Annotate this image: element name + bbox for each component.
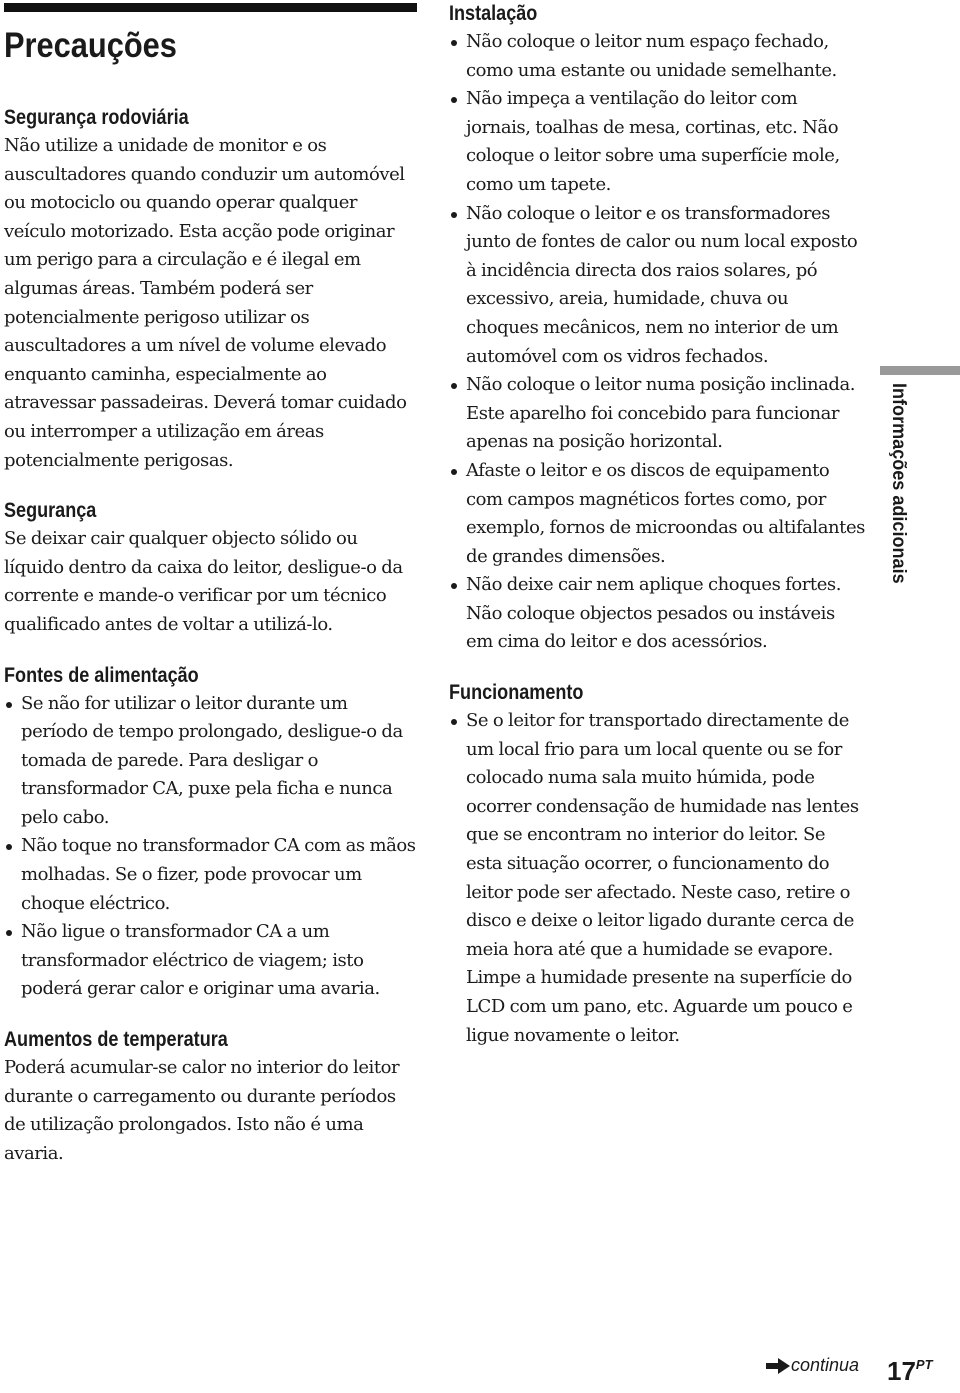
installation-heading: Instalação bbox=[449, 2, 538, 25]
list-item: Afaste o leitor e os discos de equipamento com campos magnéticos fortes como, por exemplo, fornos de microondas ou altifalantes de grandes dimensões. bbox=[449, 457, 865, 571]
list-item: Não coloque o leitor num espaço fechado, como uma estante ou unidade semelhante. bbox=[449, 28, 865, 85]
section-heat bbox=[4, 1026, 416, 1168]
page-title: Precauções bbox=[4, 26, 177, 65]
heat-text: Poderá acumular-se calor no interior do leitor durante o carregamento ou durante períodos de utilização prolongados. Isto não é uma avaria. bbox=[4, 1057, 400, 1164]
list-item: Não ligue o transformador CA a um transformador eléctrico de viagem; isto poderá gerar calor e originar uma avaria. bbox=[4, 918, 416, 1004]
side-tab bbox=[887, 383, 913, 584]
safety-text: Se deixar cair qualquer objecto sólido ou líquido dentro da caixa do leitor, desligue-o da corrente e mande-o verificar por um técnico qualificado antes de voltar a utilizá-lo. bbox=[4, 528, 403, 635]
right-column bbox=[449, 0, 865, 1050]
side-tab-label: Informações adicionais bbox=[888, 383, 909, 584]
installation-list bbox=[449, 28, 865, 657]
arrow-right-icon bbox=[766, 1358, 790, 1374]
section-operation bbox=[449, 679, 865, 1050]
power-heading: Fontes de alimentação bbox=[4, 663, 199, 687]
page-number bbox=[887, 1356, 933, 1387]
section-safety bbox=[4, 497, 416, 639]
list-item: Não toque no transformador CA com as mãos molhadas. Se o fizer, pode provocar um choque eléctrico. bbox=[4, 832, 416, 918]
list-item: Não deixe cair nem aplique choques fortes. Não coloque objectos pesados ou instáveis em cima do leitor e dos acessórios. bbox=[449, 571, 865, 657]
list-item: Não coloque o leitor numa posição inclinada. Este aparelho foi concebido para funcionar apenas na posição horizontal. bbox=[449, 371, 865, 457]
safety-heading: Segurança bbox=[4, 499, 97, 523]
list-item: Se não for utilizar o leitor durante um período de tempo prolongado, desligue-o da tomada de parede. Para desligar o transformador CA, puxe pela ficha e nunca pelo cabo. bbox=[4, 690, 416, 833]
section-power-sources bbox=[4, 662, 416, 1005]
continued-label: continua bbox=[791, 1355, 860, 1375]
list-item: Se o leitor for transportado directamente de um local frio para um local quente ou se for colocado numa sala muito húmida, pode ocorrer condensação de humidade nas lentes que se encontram no interior do leitor. Se esta situação ocorrer, o funcionamento do leitor pode ser afectado. Neste caso, retire o disco e deixe o leitor ligado durante cerca de meia hora até que a humidade se evapore. Limpe a humidade presente na superfície do LCD com um pano, etc. Aguarde um pouco e ligue novamente o leitor. bbox=[449, 707, 865, 1050]
top-rule bbox=[4, 3, 417, 12]
operation-heading: Funcionamento bbox=[449, 681, 584, 705]
power-list bbox=[4, 690, 416, 1005]
page-number-suffix: PT bbox=[915, 1357, 933, 1372]
list-item: Não coloque o leitor e os transformadores junto de fontes de calor ou num local exposto à incidência directa dos raios solares, pó excessivo, areia, humidade, chuva ou choques mecânicos, nem no interior de um automóvel com os vidros fechados. bbox=[449, 200, 865, 372]
road-safety-text: Não utilize a unidade de monitor e os auscultadores quando conduzir um automóvel ou motociclo ou quando operar qualquer veículo motorizado. Esta acção pode originar um perigo para a circulação e é ilegal em algumas áreas. Também poderá ser potencialmente perigoso utilizar os auscultadores a um nível de volume elevado enquanto caminha, especialmente ao atravessar passadeiras. Deverá tomar cuidado ou interromper a utilização em áreas potencialmente perigosas. bbox=[4, 135, 407, 471]
left-column bbox=[4, 104, 416, 1168]
heat-heading: Aumentos de temperatura bbox=[4, 1028, 228, 1052]
road-safety-heading: Segurança rodoviária bbox=[4, 106, 189, 129]
continued-indicator bbox=[766, 1355, 859, 1376]
operation-list bbox=[449, 707, 865, 1050]
side-tab-bar bbox=[880, 366, 960, 375]
list-item: Não impeça a ventilação do leitor com jornais, toalhas de mesa, cortinas, etc. Não coloque o leitor sobre uma superfície mole, como um tapete. bbox=[449, 85, 865, 199]
page-number-value: 17 bbox=[887, 1356, 916, 1386]
section-road-safety bbox=[4, 104, 416, 475]
section-installation bbox=[449, 0, 865, 657]
